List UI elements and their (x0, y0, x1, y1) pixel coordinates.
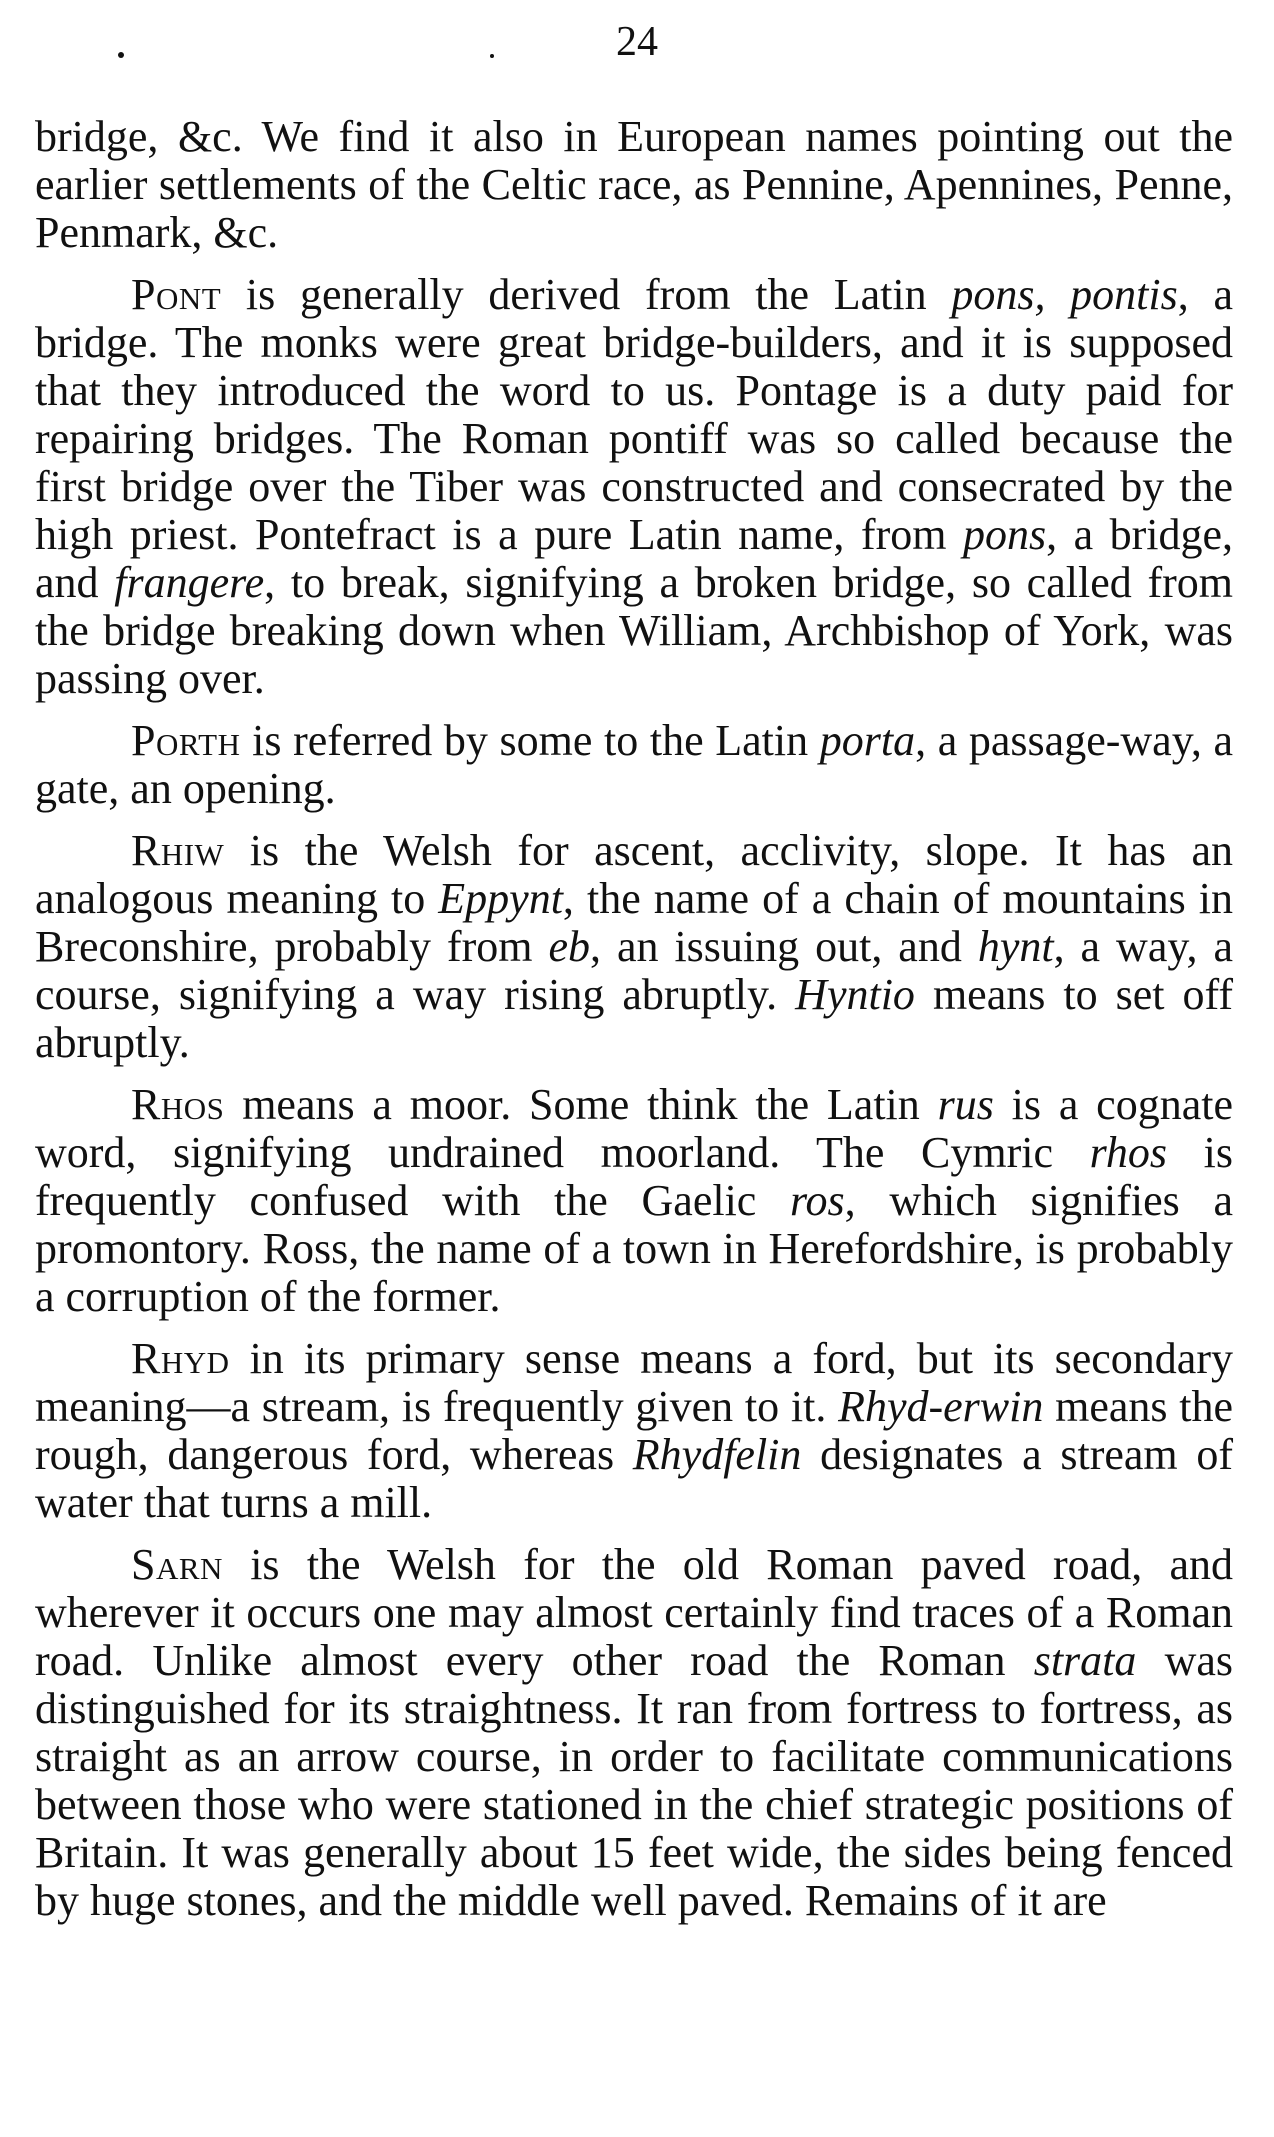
text-run: is generally derived from the Latin (221, 270, 952, 319)
text-run: bridge, &c. We find it also in European names pointing out the earlier settlements of the Celtic race, as Pennine, Apennines, Penne, Penmark, &c. (35, 112, 1233, 257)
italic-term: porta (819, 716, 916, 765)
italic-term: rhos (1089, 1128, 1168, 1177)
headword: Porth (131, 716, 241, 765)
italic-term: Rhydfelin (632, 1430, 802, 1479)
italic-term: eb (548, 922, 590, 971)
page-number: 24 (616, 19, 658, 65)
italic-term: pons (962, 510, 1047, 559)
text-run: , an issuing out, and (589, 922, 978, 971)
headword: Rhos (131, 1080, 225, 1129)
text-run: was distinguished for its straightness. It ran from fortress to fortress, as straight as an arrow course, in order to facilitate communications between those who were stationed in the chief strategic positions of Britain. It was generally about 15 feet wide, the sides being fenced by huge stones, and the middle well paved. Remains of it are (35, 1636, 1233, 1925)
text-run: in its primary sense means a ford, but its secondary meaning—a stream, is frequently given to it. (35, 1334, 1233, 1431)
text-run: means to set off abruptly. (35, 970, 1233, 1067)
headword: Rhiw (131, 826, 225, 875)
text-run: , a passage-way, a gate, an opening. (35, 716, 1233, 813)
italic-term: rus (937, 1080, 994, 1129)
text-run: , a bridge, and (35, 510, 1233, 607)
text-run: , a way, a course, signifying a way rising abruptly. (35, 922, 1233, 1019)
headword: Pont (131, 270, 222, 319)
italic-term: pons, pontis (951, 270, 1178, 319)
text-run: , a bridge. The monks were great bridge-builders, and it is supposed that they introduced the word to us. Pontage is a duty paid for repairing bridges. The Roman pontiff was so called because the first bridge over the Tiber was constructed and consecrated by the high priest. Pontefract is a pure Latin name, from (35, 270, 1233, 559)
text-run: is frequently confused with the Gaelic (35, 1128, 1233, 1225)
paragraph-sarn (35, 1541, 1233, 1925)
italic-term: Eppynt (438, 874, 563, 923)
paragraph-rhyd (35, 1335, 1233, 1527)
text-run: , to break, signifying a broken bridge, so called from the bridge breaking down when William, Archbishop of York, was passing over. (35, 558, 1233, 703)
text-run: is referred by some to the Latin (240, 716, 820, 765)
italic-term: hynt (977, 922, 1054, 971)
paragraph-continuation (35, 113, 1233, 257)
paragraph-rhos (35, 1081, 1233, 1321)
paragraph-porth (35, 717, 1233, 813)
headword: Sarn (131, 1540, 223, 1589)
italic-term: Rhyd-erwin (838, 1382, 1044, 1431)
paragraph-rhiw (35, 827, 1233, 1067)
italic-term: strata (1033, 1636, 1137, 1685)
text-run: means the rough, dangerous ford, whereas (35, 1382, 1233, 1479)
italic-term: frangere (114, 558, 265, 607)
italic-term: Hyntio (795, 970, 915, 1019)
text-run: is the Welsh for ascent, acclivity, slope. It has an analogous meaning to (35, 826, 1233, 923)
paragraph-pont (35, 271, 1233, 703)
text-run: , which signifies a promontory. Ross, the name of a town in Herefordshire, is probably a corruption of the former. (35, 1176, 1233, 1321)
text-run: is a cognate word, signifying undrained moorland. The Cymric (35, 1080, 1233, 1177)
italic-term: ros (790, 1176, 845, 1225)
text-run: , the name of a chain of mountains in Breconshire, probably from (35, 874, 1233, 971)
text-run: is the Welsh for the old Roman paved road, and wherever it occurs one may almost certainly find traces of a Roman road. Unlike almost every other road the Roman (35, 1540, 1233, 1685)
text-run: means a moor. Some think the Latin (224, 1080, 938, 1129)
page-body-text (35, 113, 1233, 1939)
headword: Rhyd (131, 1334, 230, 1383)
text-run: designates a stream of water that turns a mill. (35, 1430, 1233, 1527)
